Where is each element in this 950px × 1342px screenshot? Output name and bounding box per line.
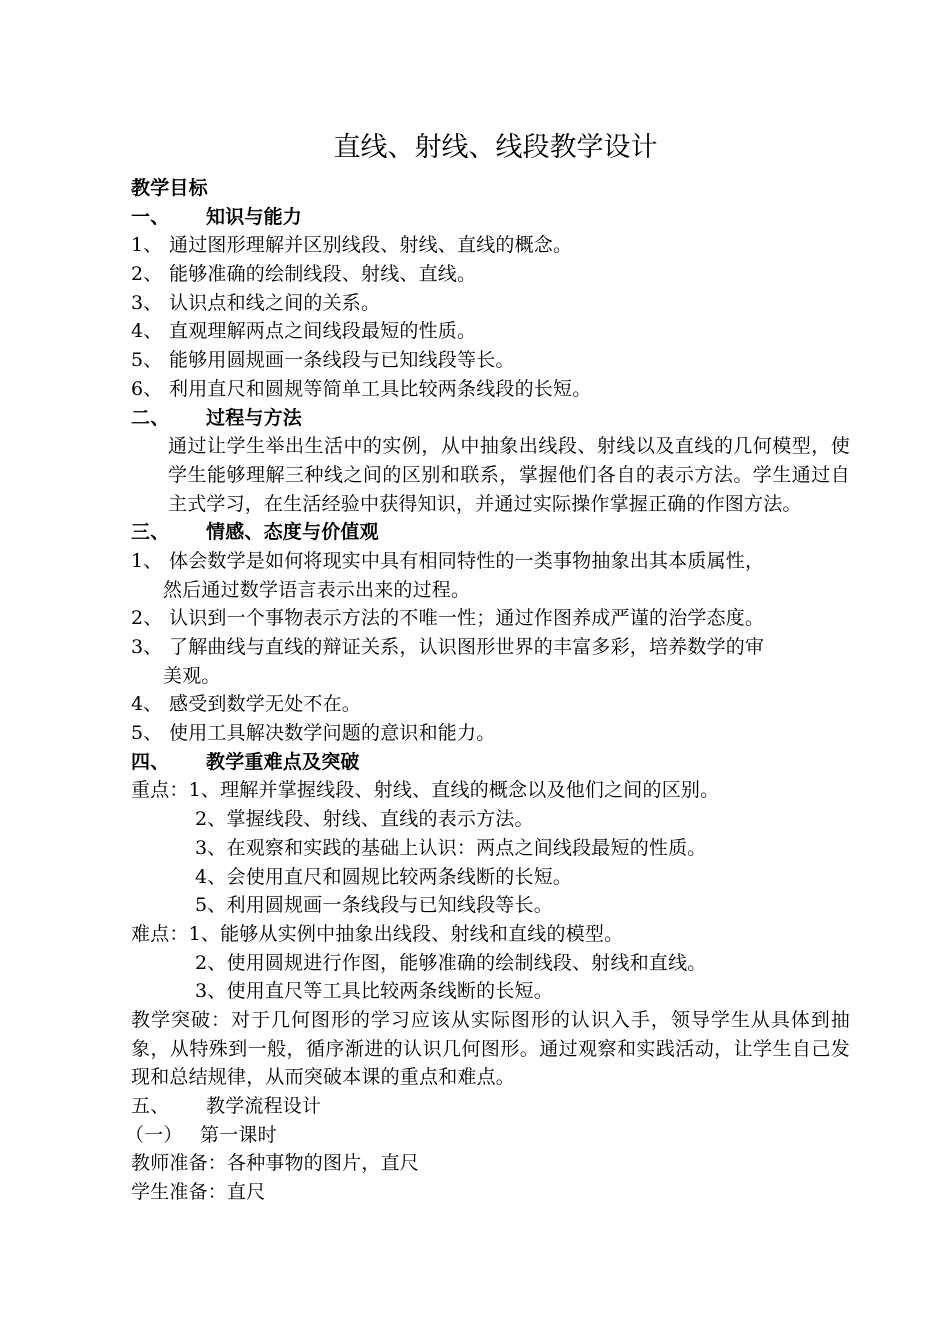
key-point-item: 4、会使用直尺和圆规比较两条线断的长短。 xyxy=(195,865,573,888)
list-item-continuation: 美观。 xyxy=(163,664,221,687)
section-heading-flow xyxy=(131,1092,850,1121)
list-item: 2、 能够准确的绘制线段、射线、直线。 xyxy=(131,263,477,286)
lesson-heading xyxy=(125,1121,850,1150)
list-item: 4、 感受到数学无处不在。 xyxy=(131,693,362,716)
list-item: 3、 了解曲线与直线的辩证关系，认识图形世界的丰富多彩，培养数学的审 xyxy=(131,636,765,659)
list-item: 3、 认识点和线之间的关系。 xyxy=(131,291,381,314)
key-point-item: 2、掌握线段、射线、直线的表示方法。 xyxy=(195,808,534,831)
goal-heading: 教学目标 xyxy=(131,177,208,199)
section-label: 过程与方法 xyxy=(206,406,303,429)
teacher-prep: 教师准备：各种事物的图片，直尺 xyxy=(131,1152,420,1175)
process-paragraph: 通过让学生举出生活中的实例，从中抽象出线段、射线以及直线的几何模型，使学生能够理解三种线之间的区别和联系，掌握他们各自的表示方法。学生通过自主式学习，在生活经验中获得知识，并通过实际操作掌握正确的作图方法。 xyxy=(168,435,850,515)
document-title: 直线、射线、线段教学设计 xyxy=(333,132,658,163)
lesson-number: （一） xyxy=(125,1123,183,1146)
list-item-continuation: 然后通过数学语言表示出来的过程。 xyxy=(163,578,471,601)
key-point-item: 5、利用圆规画一条线段与已知线段等长。 xyxy=(195,894,553,917)
key-points-label: 重点： xyxy=(131,779,189,802)
list-item: 1、 体会数学是如何将现实中具有相同特性的一类事物抽象出其本质属性， xyxy=(131,549,765,572)
section-heading-knowledge xyxy=(131,203,850,232)
list-item: 2、 认识到一个事物表示方法的不唯一性；通过作图养成严谨的治学态度。 xyxy=(131,607,765,630)
section-number: 五、 xyxy=(131,1095,170,1118)
key-point-item: 3、在观察和实践的基础上认识：两点之间线段最短的性质。 xyxy=(195,836,707,859)
list-item: 5、 使用工具解决数学问题的意识和能力。 xyxy=(131,722,496,745)
breakthrough-paragraph: 教学突破：对于几何图形的学习应该从实际图形的认识入手，领导学生从具体到抽象，从特殊到一般，循序渐进的认识几何图形。通过观察和实践活动，让学生自己发现和总结规律，从而突破本课的重点和难点。 xyxy=(131,1008,850,1089)
student-prep: 学生准备：直尺 xyxy=(131,1181,266,1204)
section-label: 教学重难点及突破 xyxy=(206,750,360,773)
section-heading-key-difficult xyxy=(131,748,850,777)
difficult-point-item: 2、使用圆规进行作图，能够准确的绘制线段、射线和直线。 xyxy=(195,951,707,974)
list-item: 5、 能够用圆规画一条线段与已知线段等长。 xyxy=(131,349,515,372)
lesson-label: 第一课时 xyxy=(200,1123,277,1146)
section-label: 情感、态度与价值观 xyxy=(206,521,379,544)
section-number: 二、 xyxy=(131,406,170,429)
section-number: 四、 xyxy=(131,750,170,773)
section-label: 知识与能力 xyxy=(206,205,303,228)
section-label: 教学流程设计 xyxy=(206,1095,322,1118)
key-point-item: 重点：1、理解并掌握线段、射线、直线的概念以及他们之间的区别。 xyxy=(131,779,720,802)
section-number: 三、 xyxy=(131,521,170,544)
list-item: 1、 通过图形理解并区别线段、射线、直线的概念。 xyxy=(131,234,573,257)
section-heading-emotion xyxy=(131,518,850,547)
section-heading-process xyxy=(131,404,850,433)
list-item: 6、 利用直尺和圆规等简单工具比较两条线段的长短。 xyxy=(131,377,592,400)
difficult-point-item: 3、使用直尺等工具比较两条线断的长短。 xyxy=(195,980,553,1003)
difficult-point-item: 难点：1、能够从实例中抽象出线段、射线和直线的模型。 xyxy=(131,922,624,945)
list-item: 4、 直观理解两点之间线段最短的性质。 xyxy=(131,320,477,343)
difficult-points-label: 难点： xyxy=(131,922,189,945)
section-number: 一、 xyxy=(131,205,170,228)
